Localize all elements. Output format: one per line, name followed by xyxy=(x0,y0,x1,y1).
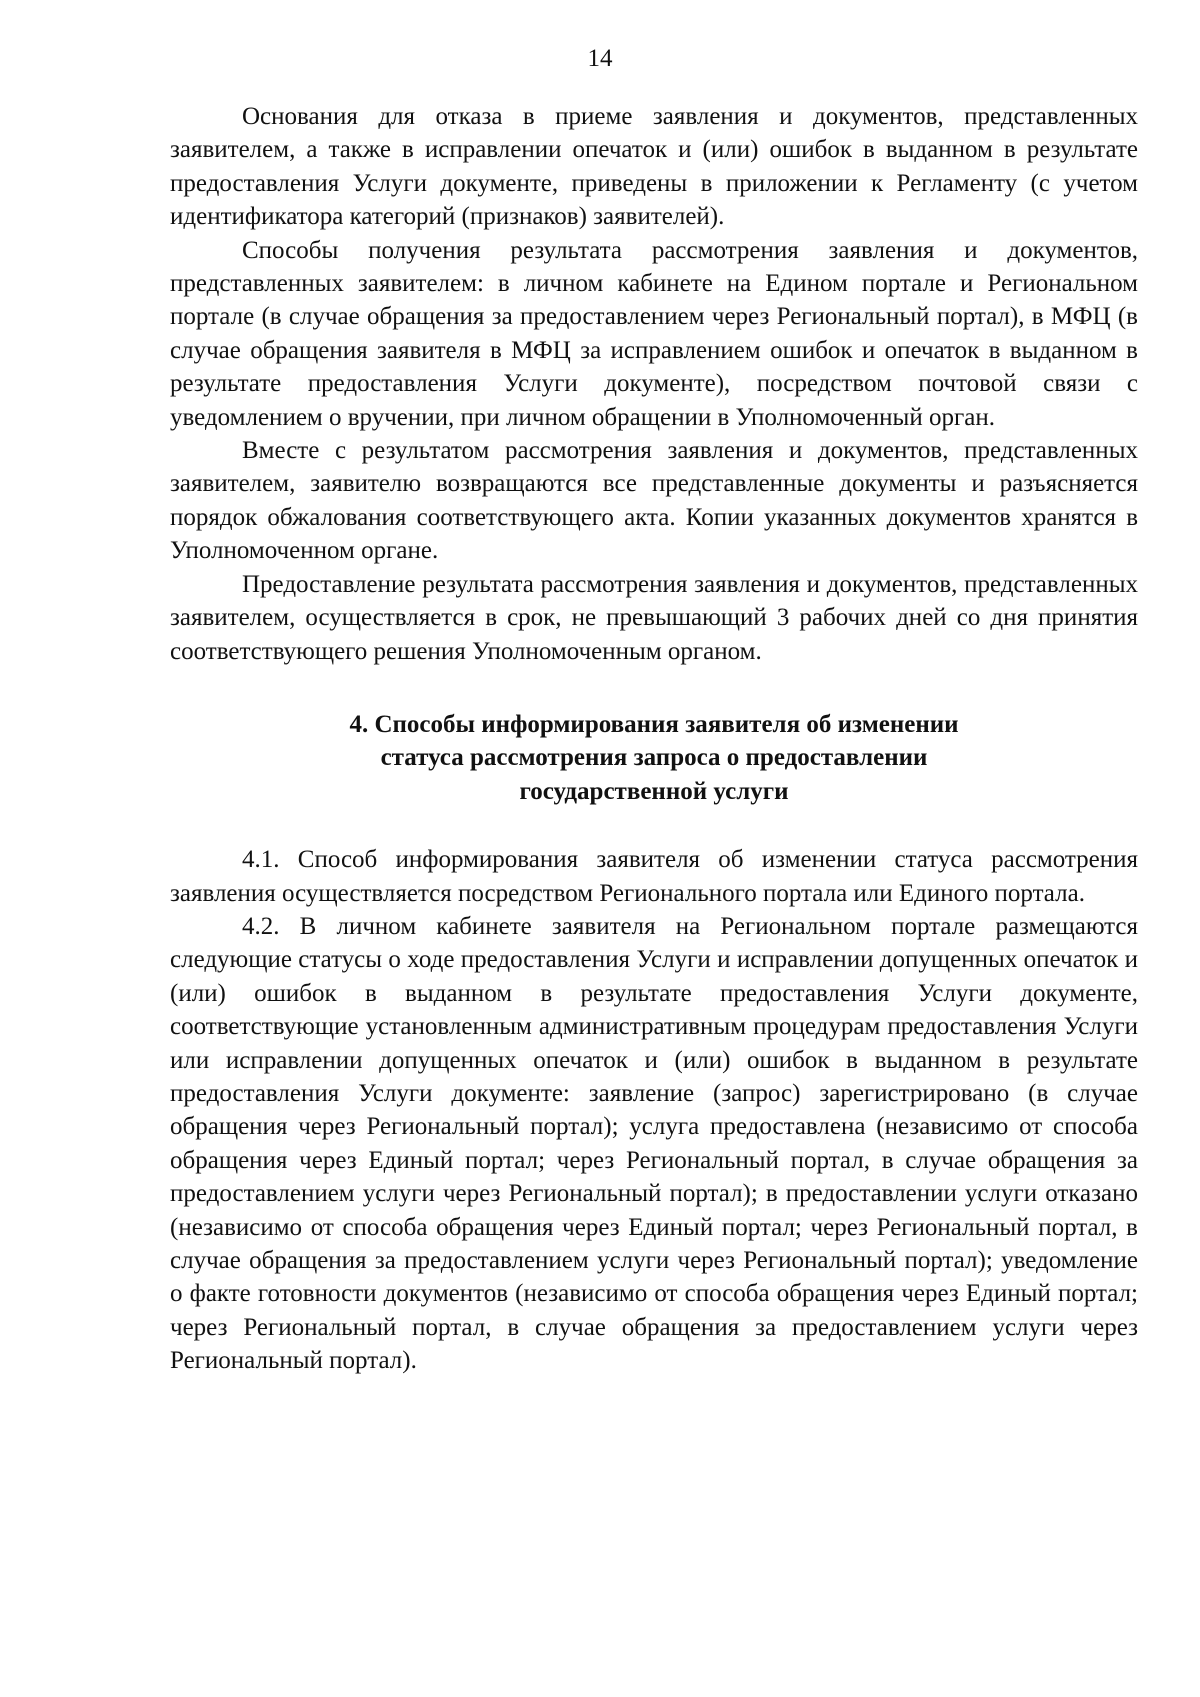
document-body xyxy=(170,100,1138,1378)
paragraph-result-methods: Способы получения результата рассмотрения заявления и документов, представленных заявителем: в личном кабинете на Едином портале и Региональном портале (в случае обращения за предоставлением через Региональный портал), в МФЦ (в случае обращения заявителя в МФЦ за исправлением ошибок и опечаток в выданном в результате предоставления Услуги документе), посредством почтовой связи с уведомлением о вручении, при личном обращении в Уполномоченный орган. xyxy=(170,236,1138,431)
paragraph-refusal-grounds: Основания для отказа в приеме заявления и документов, представленных заявителем, а также в исправлении опечаток и (или) ошибок в выданном в результате предоставления Услуги документе, приведены в приложении к Регламенту (с учетом идентификатора категорий (признаков) заявителей). xyxy=(170,103,1138,231)
section-heading-line: статуса рассмотрения запроса о предоставлении xyxy=(380,744,928,772)
paragraph-4-2: 4.2. В личном кабинете заявителя на Региональном портале размещаются следующие статусы о ходе предоставления Услуги и исправлении допущенных опечаток и (или) ошибок в выданном в результате предоставления Услуги документе, соответствующие установленным административным процедурам предоставления Услуги или исправлении допущенных опечаток и (или) ошибок в выданном в результате предоставления Услуги документе: заявление (запрос) зарегистрировано (в случае обращения через Региональный портал); услуга предоставлена (независимо от способа обращения через Единый портал; через Региональный портал, в случае обращения за предоставлением услуги через Региональный портал); в предоставлении услуги отказано (независимо от способа обращения через Единый портал; через Региональный портал, в случае обращения за предоставлением услуги через Региональный портал); уведомление о факте готовности документов (независимо от способа обращения через Единый портал; через Региональный портал, в случае обращения за предоставлением услуги через Региональный портал). xyxy=(170,912,1138,1375)
paragraph-4-1: 4.1. Способ информирования заявителя об изменении статуса рассмотрения заявления осуществляется посредством Регионального портала или Единого портала. xyxy=(170,846,1138,907)
paragraph-result-deadline: Предоставление результата рассмотрения заявления и документов, представленных заявителем, осуществляется в срок, не превышающий 3 рабочих дней со дня принятия соответствующего решения Уполномоченным органом. xyxy=(170,570,1138,665)
paragraph-documents-return: Вместе с результатом рассмотрения заявления и документов, представленных заявителем, заявителю возвращаются все представленные документы и разъясняется порядок обжалования соответствующего акта. Копии указанных документов хранятся в Уполномоченном органе. xyxy=(170,437,1138,565)
section-heading-line: 4. Способы информирования заявителя об изменении xyxy=(349,710,959,738)
section-heading-line: государственной услуги xyxy=(519,777,789,805)
section-heading xyxy=(170,708,1138,808)
page-number: 14 xyxy=(587,45,613,72)
